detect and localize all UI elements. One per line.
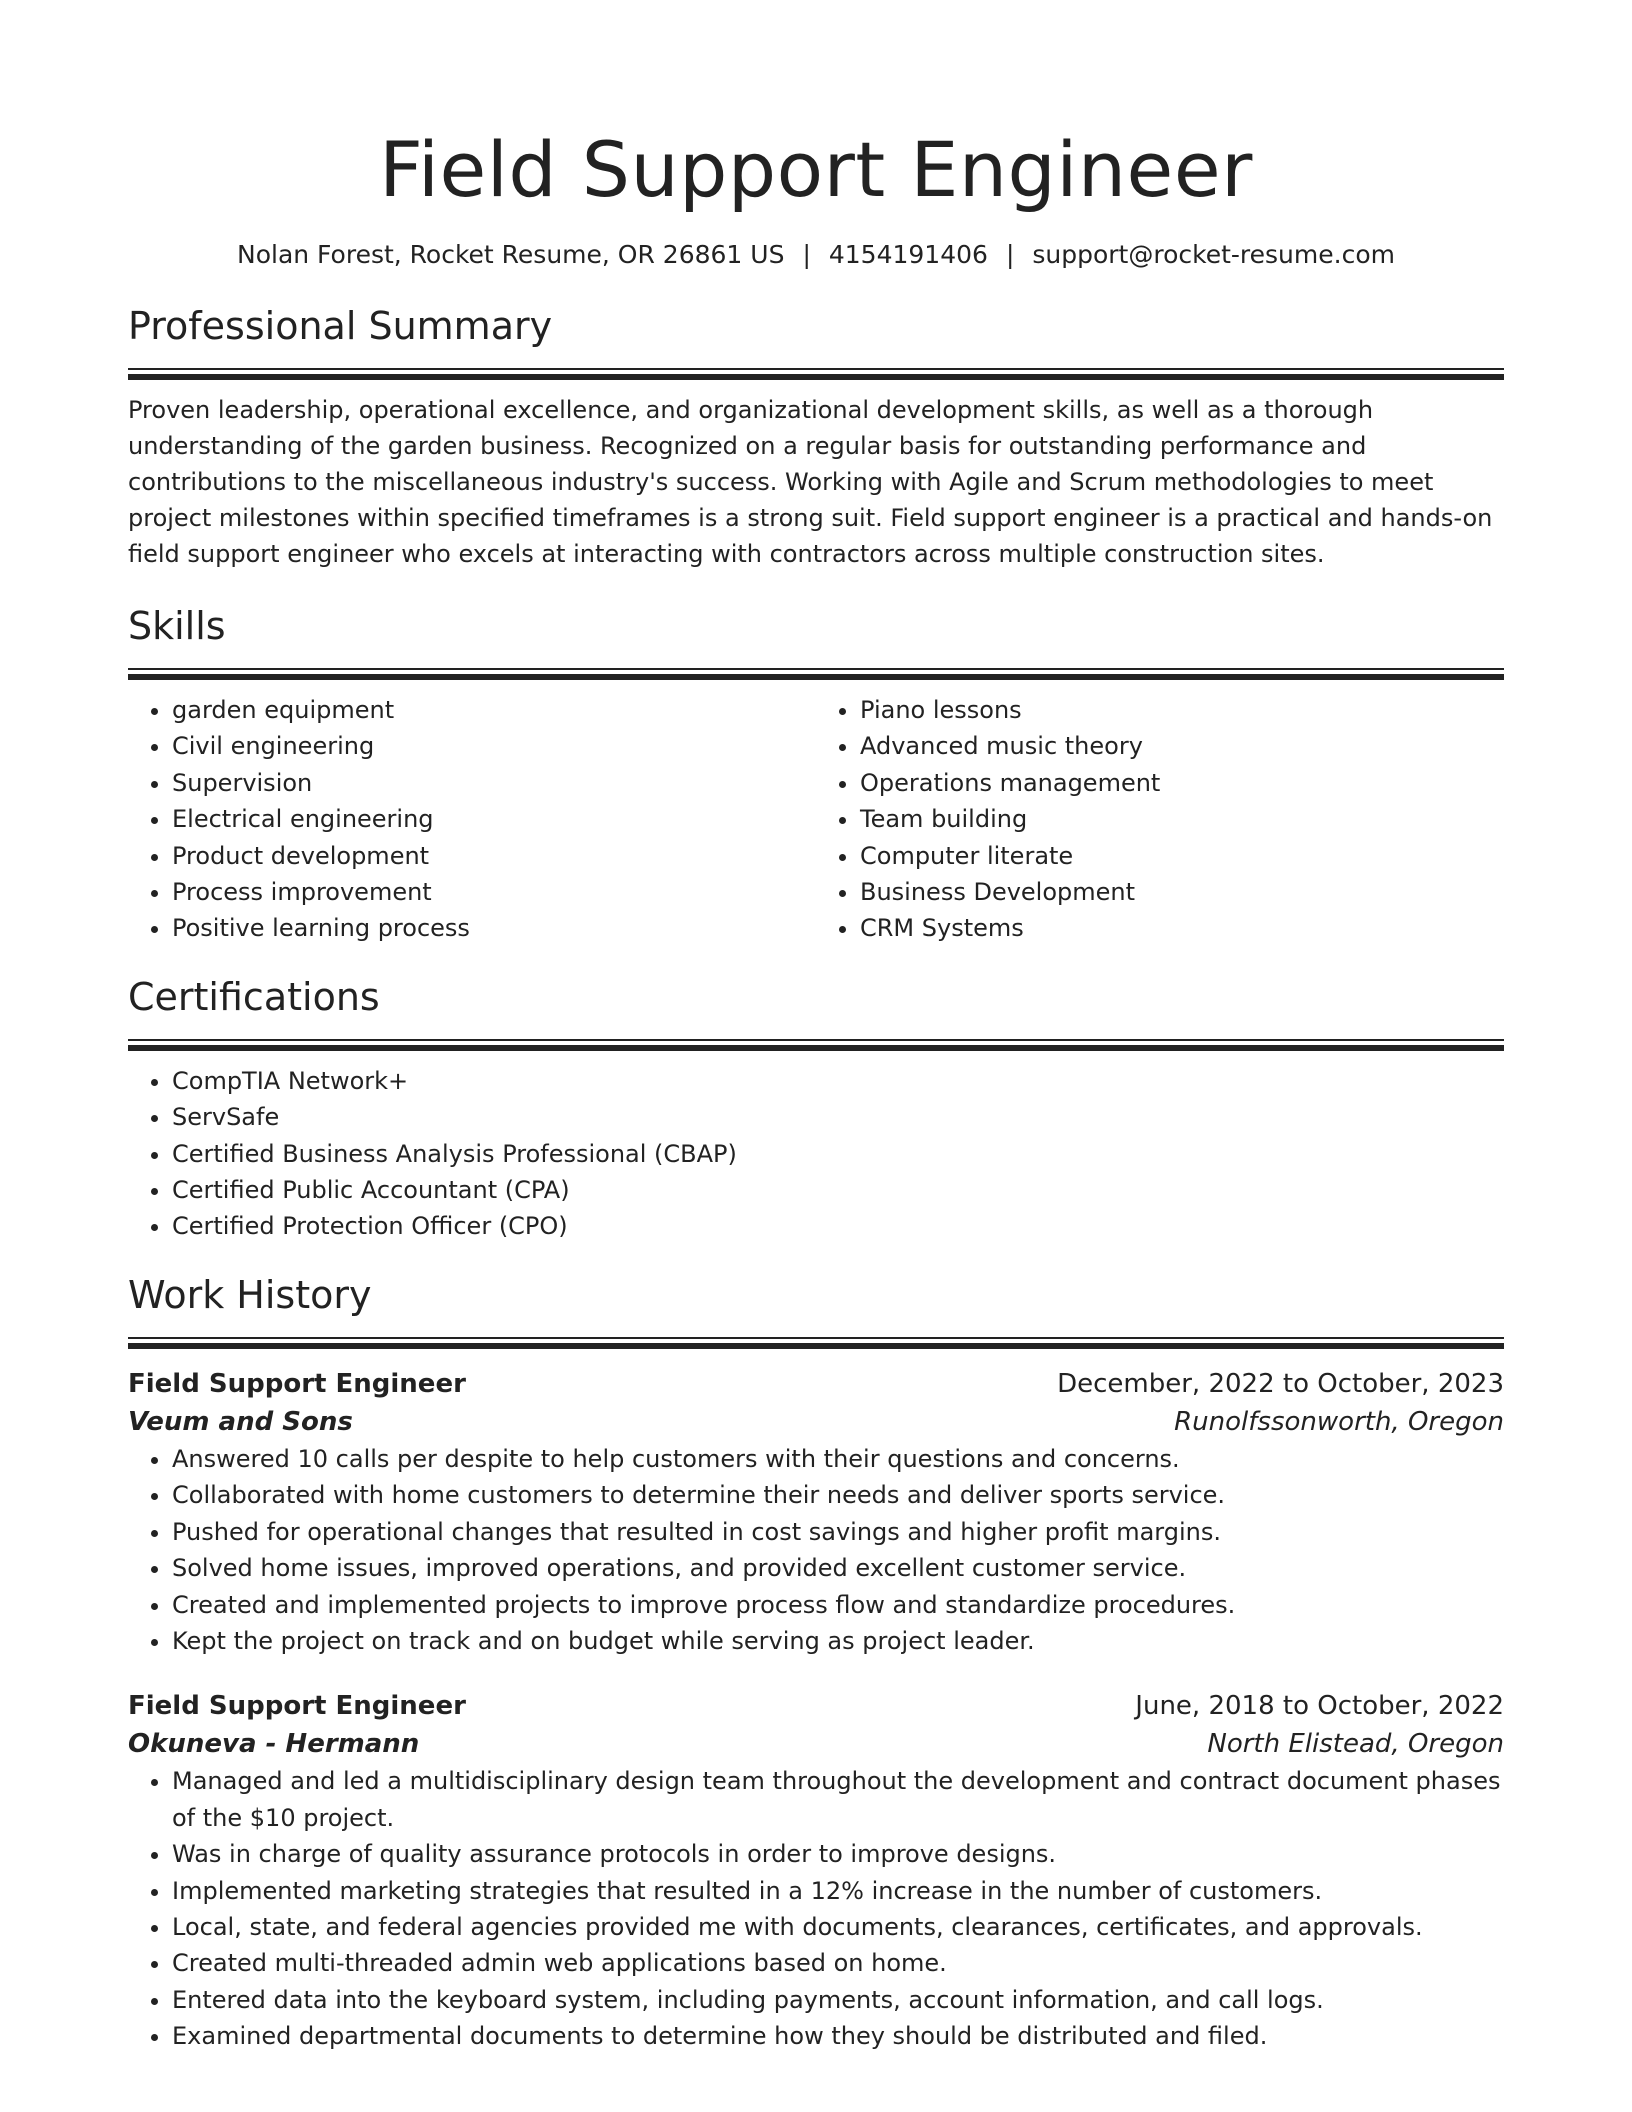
list-item: • Team building <box>860 801 1504 837</box>
list-item: • Pushed for operational changes that resulted in cost savings and higher profit margins. <box>172 1514 1504 1550</box>
list-item: • Was in charge of quality assurance protocols in order to improve designs. <box>172 1836 1504 1872</box>
section-divider <box>128 1039 1504 1049</box>
list-item: • Created and implemented projects to improve process flow and standardize procedures. <box>172 1587 1504 1623</box>
list-item: • Local, state, and federal agencies provided me with documents, clearances, certificates, and approvals. <box>172 1909 1504 1945</box>
contact-email: support@rocket-resume.com <box>1032 240 1395 269</box>
list-item: • CompTIA Network+ <box>172 1063 1504 1099</box>
list-item: • Collaborated with home customers to determine their needs and deliver sports service. <box>172 1477 1504 1513</box>
contact-phone: 4154191406 <box>828 240 988 269</box>
skills-list-right <box>816 692 1504 947</box>
list-item: • Certified Public Accountant (CPA) <box>172 1172 1504 1208</box>
job-company: Okuneva - Hermann <box>128 1729 420 1760</box>
list-item: • ServSafe <box>172 1099 1504 1135</box>
section-divider <box>128 668 1504 678</box>
contact-separator: | <box>802 240 811 269</box>
list-item: • Piano lessons <box>860 692 1504 728</box>
job-company: Veum and Sons <box>128 1406 353 1437</box>
list-item: • Operations management <box>860 765 1504 801</box>
certifications-list <box>128 1063 1504 1245</box>
certifications-section <box>128 973 1504 1245</box>
section-divider <box>128 368 1504 378</box>
contact-separator: | <box>1005 240 1015 269</box>
job-bullets <box>128 1441 1504 1659</box>
list-item: • Process improvement <box>172 874 816 910</box>
list-item: • Positive learning process <box>172 910 816 946</box>
job-title: Field Support Engineer <box>128 1368 466 1399</box>
summary-text: Proven leadership, operational excellence, and organizational development skills, as well as a thorough understanding of the garden business. Recognized on a regular basis for outstanding performance and contributions to the miscellaneous industry's success. Working with Agile and Scrum methodologies to meet project milestones within specified timeframes is a strong suit. Field support engineer is a practical and hands-on field support engineer who excels at interacting with contractors across multiple construction sites. <box>128 396 1493 568</box>
job-dates: June, 2018 to October, 2022 <box>1135 1691 1504 1722</box>
section-heading-summary: Professional Summary <box>128 304 553 348</box>
contact-address: Nolan Forest, Rocket Resume, OR 26861 US <box>237 240 785 269</box>
job-company-row <box>128 1403 1504 1441</box>
job-company-row <box>128 1725 1504 1763</box>
job-location: Runolfssonworth, Oregon <box>1174 1406 1504 1437</box>
job-dates: December, 2022 to October, 2023 <box>1057 1368 1504 1399</box>
section-heading-work-history: Work History <box>128 1272 372 1317</box>
job-entry <box>128 1687 1504 2054</box>
work-history-section <box>128 1271 1504 2055</box>
list-item: • Managed and led a multidisciplinary design team throughout the development and contract document phases of the $10 project. <box>172 1763 1504 1836</box>
list-item: • Advanced music theory <box>860 728 1504 764</box>
skills-section <box>128 602 1504 947</box>
summary-section <box>128 302 1504 572</box>
contact-line <box>128 238 1504 272</box>
list-item: • Product development <box>172 838 816 874</box>
resume-title: Field Support Engineer <box>379 125 1253 214</box>
list-item: • Computer literate <box>860 838 1504 874</box>
list-item: • Certified Business Analysis Professional (CBAP) <box>172 1136 1504 1172</box>
job-title: Field Support Engineer <box>128 1691 466 1722</box>
section-divider <box>128 1337 1504 1347</box>
list-item: • Kept the project on track and on budget while serving as project leader. <box>172 1623 1504 1659</box>
section-heading-skills: Skills <box>128 604 226 648</box>
job-header-row <box>128 1687 1504 1725</box>
job-location: North Elistead, Oregon <box>1207 1729 1504 1760</box>
job-header-row <box>128 1365 1504 1403</box>
job-bullets <box>128 1763 1504 2054</box>
list-item: • Implemented marketing strategies that resulted in a 12% increase in the number of customers. <box>172 1873 1504 1909</box>
list-item: • Civil engineering <box>172 728 816 764</box>
list-item: • Certified Protection Officer (CPO) <box>172 1208 1504 1244</box>
section-heading-certifications: Certifications <box>128 974 380 1019</box>
list-item: • Solved home issues, improved operations, and provided excellent customer service. <box>172 1550 1504 1586</box>
list-item: • Created multi-threaded admin web applications based on home. <box>172 1945 1504 1981</box>
list-item: • Supervision <box>172 765 816 801</box>
list-item: • Answered 10 calls per despite to help customers with their questions and concerns. <box>172 1441 1504 1477</box>
list-item: • CRM Systems <box>860 910 1504 946</box>
list-item: • Electrical engineering <box>172 801 816 837</box>
skills-list-left <box>128 692 816 947</box>
list-item: • garden equipment <box>172 692 816 728</box>
list-item: • Examined departmental documents to determine how they should be distributed and filed. <box>172 2018 1504 2054</box>
list-item: • Business Development <box>860 874 1504 910</box>
job-entry <box>128 1365 1504 1659</box>
skills-columns <box>128 692 1504 947</box>
list-item: • Entered data into the keyboard system, including payments, account information, and call logs. <box>172 1982 1504 2018</box>
